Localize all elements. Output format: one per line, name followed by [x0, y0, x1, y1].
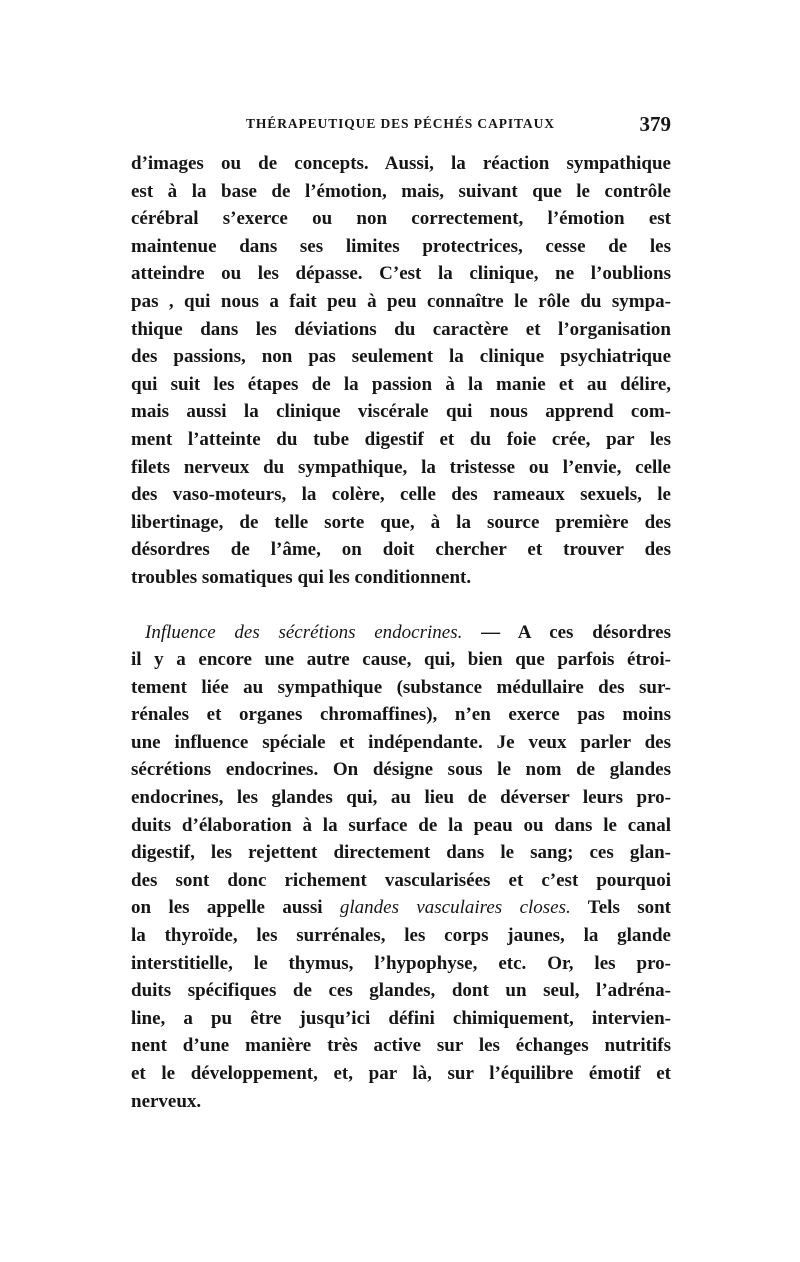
text-line: thique dans les déviations du caractère et l’organisation [131, 318, 671, 340]
paragraph-gap [131, 592, 671, 619]
italic-term: glandes vasculaires closes. [339, 897, 571, 919]
text-line: des sont donc richement vascularisées et c’est pourquoi [131, 869, 671, 891]
text-line: nent d’une manière très active sur les échanges nutritifs [131, 1035, 671, 1057]
text-fragment: Tels sont [570, 897, 671, 919]
text-line: et le développement, et, par là, sur l’équilibre émotif et [131, 1063, 671, 1084]
page-number: 379 [639, 112, 671, 136]
text-line: des vaso-moteurs, la colère, celle des rameaux sexuels, le [131, 484, 671, 506]
text-line: filets nerveux du sympathique, la tristesse ou l’envie, celle [131, 456, 671, 478]
section-heading: Influence des sécrétions endocrines. [145, 621, 463, 643]
text-line: désordres de l’âme, on doit chercher et trouver des [131, 539, 671, 561]
page-header [131, 112, 671, 142]
paragraph-endocrines [131, 619, 671, 1116]
text-line: d’images ou de concepts. Aussi, la réaction sympathique [131, 153, 671, 174]
text-line: il y a encore une autre cause, qui, bien que parfois étroi- [131, 649, 671, 671]
running-title: THÉRAPEUTIQUE DES PÉCHÉS CAPITAUX [246, 116, 555, 131]
text-line: duits d’élaboration à la surface de la peau ou dans le canal [131, 814, 671, 836]
text-line: des passions, non pas seulement la clinique psychiatrique [131, 346, 671, 368]
text-line: libertinage, de telle sorte que, à la source première des [131, 511, 671, 533]
text-fragment: on les appelle aussi [131, 897, 340, 919]
text-line: endocrines, les glandes qui, au lieu de déverser leurs pro- [131, 787, 671, 809]
text-line: tement liée au sympathique (substance médullaire des sur- [131, 676, 671, 698]
text-line [131, 619, 671, 647]
paragraph-sympathique [131, 150, 671, 592]
text-line: line, a pu être jusqu’ici défini chimiquement, intervien- [131, 1007, 671, 1029]
text-line: cérébral s’exerce ou non correctement, l’émotion est [131, 208, 671, 230]
text-line: digestif, les rejettent directement dans le sang; ces glan- [131, 842, 671, 864]
text-line: une influence spéciale et indépendante. Je veux parler des [131, 731, 671, 753]
text-line: interstitielle, le thymus, l’hypophyse, etc. Or, les pro- [131, 952, 671, 974]
text-line: atteindre ou les dépasse. C’est la clinique, ne l’oublions [131, 263, 671, 285]
text-line: est à la base de l’émotion, mais, suivant que le contrôle [131, 180, 671, 202]
text-line: la thyroïde, les surrénales, les corps jaunes, la glande [131, 925, 671, 947]
text-line: pas , qui nous a fait peu à peu connaître le rôle du sympa- [131, 290, 671, 312]
text-line: nerveux. [131, 1090, 202, 1112]
text-line: qui suit les étapes de la passion à la manie et au délire, [131, 373, 671, 395]
body-text [131, 150, 671, 1115]
text-line: sécrétions endocrines. On désigne sous le nom de glandes [131, 759, 671, 781]
text-line: rénales et organes chromaffines), n’en exerce pas moins [131, 704, 671, 726]
text-line: duits spécifiques de ces glandes, dont un seul, l’adréna- [131, 980, 671, 1002]
text-line [131, 894, 671, 922]
text-fragment: — A ces désordres [462, 621, 671, 643]
text-line: ment l’atteinte du tube digestif et du foie crée, par les [131, 428, 671, 450]
text-line: troubles somatiques qui les conditionnent. [131, 566, 472, 588]
text-line: maintenue dans ses limites protectrices, cesse de les [131, 235, 671, 257]
text-line: mais aussi la clinique viscérale qui nous apprend com- [131, 401, 671, 423]
